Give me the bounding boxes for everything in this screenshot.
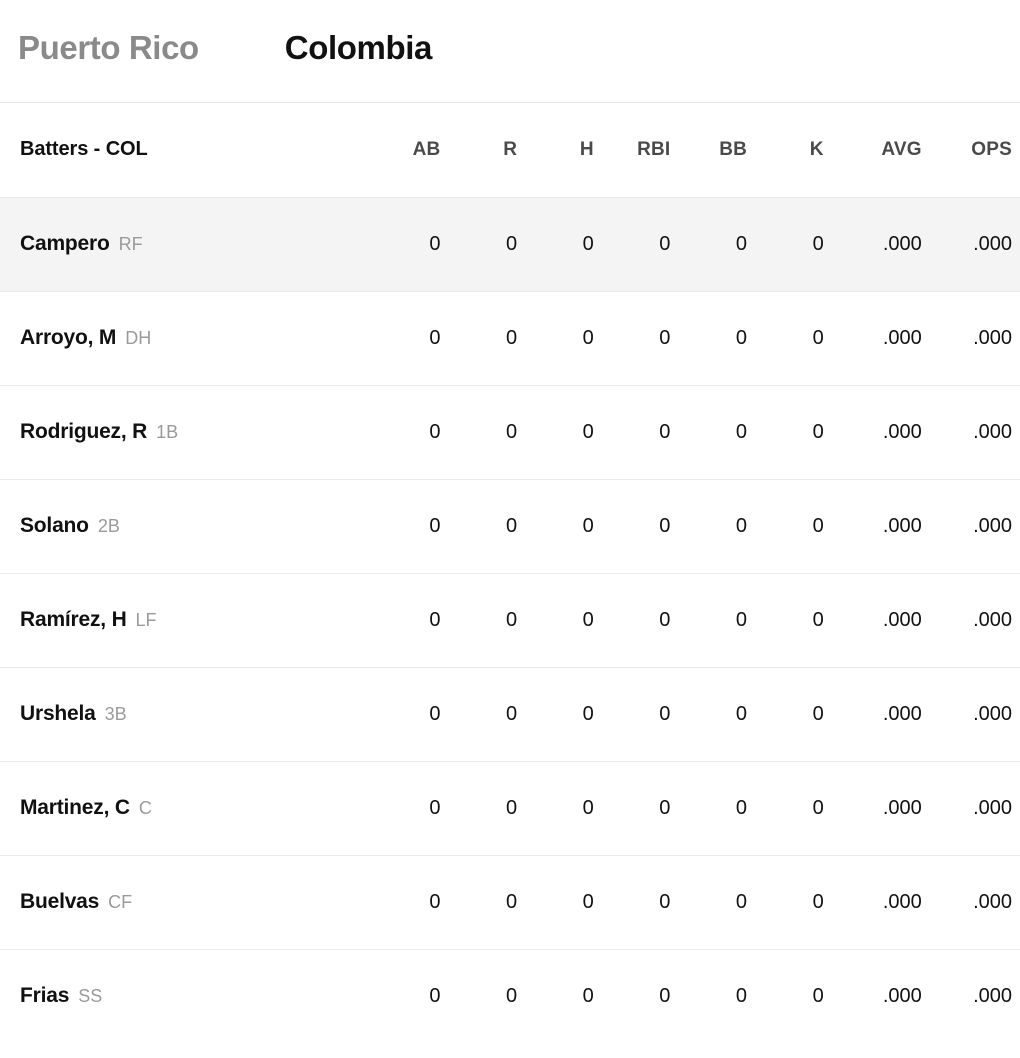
- column-header-bb: BB: [719, 138, 748, 160]
- player-cell[interactable]: [0, 949, 364, 1043]
- stat-r: 0: [506, 514, 518, 537]
- column-header-avg: AVG: [881, 138, 922, 160]
- column-header-ops: OPS: [971, 138, 1012, 160]
- stat-h: 0: [582, 796, 594, 819]
- table-row[interactable]: [0, 949, 1020, 1043]
- player-position: LF: [135, 610, 157, 630]
- player-cell[interactable]: [0, 197, 364, 291]
- header-row: [0, 103, 1020, 197]
- table-row[interactable]: [0, 761, 1020, 855]
- player-cell[interactable]: [0, 291, 364, 385]
- player-position: SS: [78, 986, 103, 1007]
- stat-ops: .000: [973, 890, 1012, 913]
- player-name: Campero: [20, 232, 110, 255]
- table-row[interactable]: [0, 291, 1020, 385]
- stat-k: 0: [812, 702, 824, 725]
- stat-ops: .000: [973, 608, 1012, 631]
- player-name: Frias: [20, 984, 70, 1008]
- column-header-r: R: [503, 138, 518, 160]
- stat-ab: 0: [429, 796, 441, 819]
- stat-ab: 0: [429, 232, 441, 255]
- table-row[interactable]: [0, 197, 1020, 291]
- stat-ops: .000: [973, 326, 1012, 349]
- stat-k: 0: [812, 984, 824, 1007]
- stat-ab: 0: [429, 608, 441, 631]
- team-tab-colombia[interactable]: Colombia: [284, 28, 432, 66]
- stat-h: 0: [582, 326, 594, 349]
- player-cell[interactable]: [0, 385, 364, 479]
- table-body: [0, 197, 1020, 1043]
- stat-ab: 0: [429, 890, 441, 913]
- player-cell[interactable]: [0, 479, 364, 573]
- player-cell[interactable]: [0, 855, 364, 949]
- stat-ab: 0: [429, 326, 441, 349]
- stat-k: 0: [812, 890, 824, 913]
- stat-bb: 0: [735, 326, 748, 349]
- stat-avg: .000: [882, 326, 922, 349]
- stat-bb: 0: [735, 890, 748, 913]
- stat-r: 0: [506, 702, 518, 725]
- stat-h: 0: [582, 514, 594, 537]
- stat-rbi: 0: [659, 326, 671, 349]
- stat-k: 0: [812, 326, 824, 349]
- stat-ops: .000: [973, 796, 1012, 819]
- stat-ops: .000: [973, 702, 1012, 725]
- player-name: Buelvas: [20, 890, 100, 913]
- stat-ops: .000: [973, 984, 1012, 1007]
- stat-rbi: 0: [659, 514, 671, 537]
- player-cell[interactable]: [0, 573, 364, 667]
- player-position: C: [138, 798, 152, 818]
- stat-avg: .000: [882, 890, 922, 913]
- stat-avg: .000: [882, 984, 922, 1007]
- stat-avg: .000: [882, 796, 922, 819]
- stat-rbi: 0: [659, 890, 671, 913]
- stat-r: 0: [506, 232, 518, 255]
- stat-ops: .000: [973, 420, 1012, 443]
- stat-bb: 0: [735, 984, 748, 1007]
- stat-rbi: 0: [659, 420, 671, 443]
- stat-k: 0: [812, 232, 824, 255]
- player-position: DH: [125, 328, 152, 348]
- table-row[interactable]: [0, 573, 1020, 667]
- stat-ab: 0: [429, 420, 441, 443]
- player-position: CF: [108, 892, 133, 912]
- stat-r: 0: [506, 890, 518, 913]
- player-name: Arroyo, M: [20, 326, 117, 349]
- stat-r: 0: [506, 608, 518, 631]
- player-name: Martinez, C: [20, 796, 130, 819]
- stat-ab: 0: [429, 984, 441, 1007]
- column-header-ab: AB: [412, 138, 441, 160]
- stat-bb: 0: [735, 608, 748, 631]
- column-header-k: K: [809, 138, 824, 160]
- stat-ab: 0: [429, 702, 441, 725]
- player-position: 3B: [104, 704, 127, 724]
- stat-h: 0: [582, 890, 594, 913]
- table-header: [0, 103, 1020, 197]
- stat-h: 0: [582, 702, 594, 725]
- stat-rbi: 0: [659, 796, 671, 819]
- stat-rbi: 0: [659, 608, 671, 631]
- player-name: Rodriguez, R: [20, 420, 148, 443]
- table-row[interactable]: [0, 855, 1020, 949]
- stat-avg: .000: [882, 702, 922, 725]
- player-cell[interactable]: [0, 761, 364, 855]
- stat-r: 0: [506, 420, 518, 443]
- stat-avg: .000: [882, 420, 922, 443]
- stat-h: 0: [582, 232, 594, 255]
- stat-rbi: 0: [659, 232, 671, 255]
- player-name: Ramírez, H: [20, 608, 127, 631]
- player-position: 1B: [156, 422, 179, 442]
- stat-ops: .000: [973, 514, 1012, 537]
- stat-h: 0: [582, 420, 594, 443]
- stat-rbi: 0: [659, 984, 671, 1007]
- column-header-batters: Batters - COL: [20, 138, 148, 161]
- table-row[interactable]: [0, 385, 1020, 479]
- stat-bb: 0: [735, 796, 748, 819]
- stat-bb: 0: [735, 232, 748, 255]
- team-tabs: [0, 0, 1020, 103]
- stat-ab: 0: [429, 514, 441, 537]
- stat-avg: .000: [882, 514, 922, 537]
- table-row[interactable]: [0, 667, 1020, 761]
- player-name: Solano: [20, 514, 89, 537]
- player-position: 2B: [97, 516, 120, 536]
- stat-r: 0: [506, 984, 518, 1007]
- stat-h: 0: [582, 984, 594, 1007]
- stat-k: 0: [812, 420, 824, 443]
- column-header-rbi: RBI: [637, 138, 671, 160]
- table-row[interactable]: [0, 479, 1020, 573]
- stat-bb: 0: [735, 420, 748, 443]
- stat-avg: .000: [882, 232, 922, 255]
- stat-r: 0: [506, 326, 518, 349]
- stat-h: 0: [582, 608, 594, 631]
- stat-r: 0: [506, 796, 518, 819]
- player-name: Urshela: [20, 702, 96, 725]
- stat-k: 0: [812, 796, 824, 819]
- column-header-h: H: [579, 138, 594, 160]
- batters-table: [0, 103, 1020, 1043]
- stat-k: 0: [812, 608, 824, 631]
- player-position: RF: [118, 234, 143, 254]
- stat-k: 0: [812, 514, 824, 537]
- stat-bb: 0: [735, 514, 748, 537]
- stat-bb: 0: [735, 702, 748, 725]
- stat-rbi: 0: [659, 702, 671, 725]
- player-cell[interactable]: [0, 667, 364, 761]
- team-tab-puerto-rico[interactable]: Puerto Rico: [18, 28, 199, 66]
- stat-ops: .000: [973, 232, 1012, 255]
- stat-avg: .000: [882, 608, 922, 631]
